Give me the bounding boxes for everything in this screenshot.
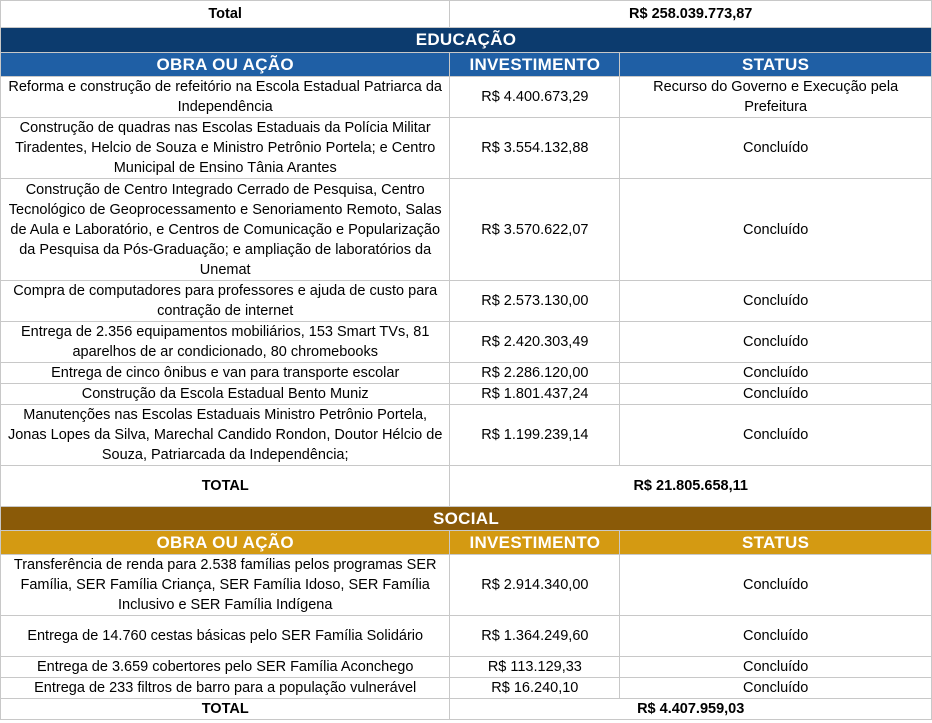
table-row [1,77,932,118]
table-row [1,678,932,699]
educacao-total-value: R$ 21.805.658,11 [450,466,932,507]
obra-cell: Construção de quadras nas Escolas Estaduais da Polícia Militar Tiradentes, Helcio de Souza e Ministro Petrônio Portela; e Centro Municipal de Ensino Tânia Arantes [1,118,450,179]
educacao-header-obra: OBRA OU AÇÃO [1,53,450,77]
educacao-total-label: TOTAL [1,466,450,507]
table-row [1,281,932,322]
obra-cell: Entrega de 2.356 equipamentos mobiliários, 153 Smart TVs, 81 aparelhos de ar condicionado, 80 chromebooks [1,322,450,363]
obra-cell: Construção de Centro Integrado Cerrado de Pesquisa, Centro Tecnológico de Geoprocessamento e Senoriamento Remoto, Salas de Aula e Laboratório, e Centros de Comunicação e Popularização da Pesquisa da Pós-Graduação; e ampliação de laboratórios da Unemat [1,179,450,281]
investimento-cell: R$ 4.400.673,29 [450,77,620,118]
obra-cell: Entrega de 233 filtros de barro para a população vulnerável [1,678,450,699]
table-row [1,616,932,657]
educacao-section-row [1,28,932,53]
table-row [1,322,932,363]
educacao-section-title: EDUCAÇÃO [1,28,932,53]
table-row [1,363,932,384]
social-total-label: TOTAL [1,699,450,720]
obra-cell: Transferência de renda para 2.538 famílias pelos programas SER Família, SER Família Criança, SER Família Idoso, SER Família Inclusivo e SER Família Indígena [1,555,450,616]
investimento-cell: R$ 113.129,33 [450,657,620,678]
social-section-row [1,507,932,531]
investimento-cell: R$ 2.914.340,00 [450,555,620,616]
educacao-header-investimento: INVESTIMENTO [450,53,620,77]
top-total-label: Total [1,1,450,28]
investimento-cell: R$ 3.570.622,07 [450,179,620,281]
status-cell: Concluído [620,281,932,322]
table-row [1,555,932,616]
obra-cell: Manutenções nas Escolas Estaduais Ministro Petrônio Portela, Jonas Lopes da Silva, Marechal Candido Rondon, Doutor Hélcio de Souza, Patriarcada da Independência; [1,405,450,466]
table-row [1,118,932,179]
table-row [1,179,932,281]
status-cell: Concluído [620,118,932,179]
investimento-cell: R$ 2.420.303,49 [450,322,620,363]
obra-cell: Entrega de 3.659 cobertores pelo SER Família Aconchego [1,657,450,678]
status-cell: Concluído [620,555,932,616]
table-row [1,384,932,405]
status-cell: Concluído [620,678,932,699]
social-section-title: SOCIAL [1,507,932,531]
social-header-row [1,531,932,555]
obra-cell: Entrega de cinco ônibus e van para transporte escolar [1,363,450,384]
educacao-header-row [1,53,932,77]
status-cell: Concluído [620,616,932,657]
obra-cell: Reforma e construção de refeitório na Escola Estadual Patriarca da Independência [1,77,450,118]
obra-cell: Construção da Escola Estadual Bento Muniz [1,384,450,405]
investimento-cell: R$ 1.364.249,60 [450,616,620,657]
status-cell: Concluído [620,384,932,405]
top-total-row [1,1,932,28]
investimento-cell: R$ 2.573.130,00 [450,281,620,322]
status-cell: Concluído [620,322,932,363]
social-header-status: STATUS [620,531,932,555]
status-cell: Concluído [620,363,932,384]
educacao-total-row [1,466,932,507]
investimento-cell: R$ 2.286.120,00 [450,363,620,384]
status-cell: Concluído [620,405,932,466]
investimento-cell: R$ 3.554.132,88 [450,118,620,179]
table-row [1,405,932,466]
status-cell: Concluído [620,657,932,678]
educacao-header-status: STATUS [620,53,932,77]
top-total-value: R$ 258.039.773,87 [450,1,932,28]
investimento-cell: R$ 1.801.437,24 [450,384,620,405]
table-row [1,657,932,678]
social-total-value: R$ 4.407.959,03 [450,699,932,720]
social-header-investimento: INVESTIMENTO [450,531,620,555]
investimento-cell: R$ 16.240,10 [450,678,620,699]
investimento-cell: R$ 1.199.239,14 [450,405,620,466]
status-cell: Recurso do Governo e Execução pela Prefeitura [620,77,932,118]
status-cell: Concluído [620,179,932,281]
social-header-obra: OBRA OU AÇÃO [1,531,450,555]
social-total-row [1,699,932,720]
obra-cell: Entrega de 14.760 cestas básicas pelo SER Família Solidário [1,616,450,657]
obra-cell: Compra de computadores para professores e ajuda de custo para contração de internet [1,281,450,322]
